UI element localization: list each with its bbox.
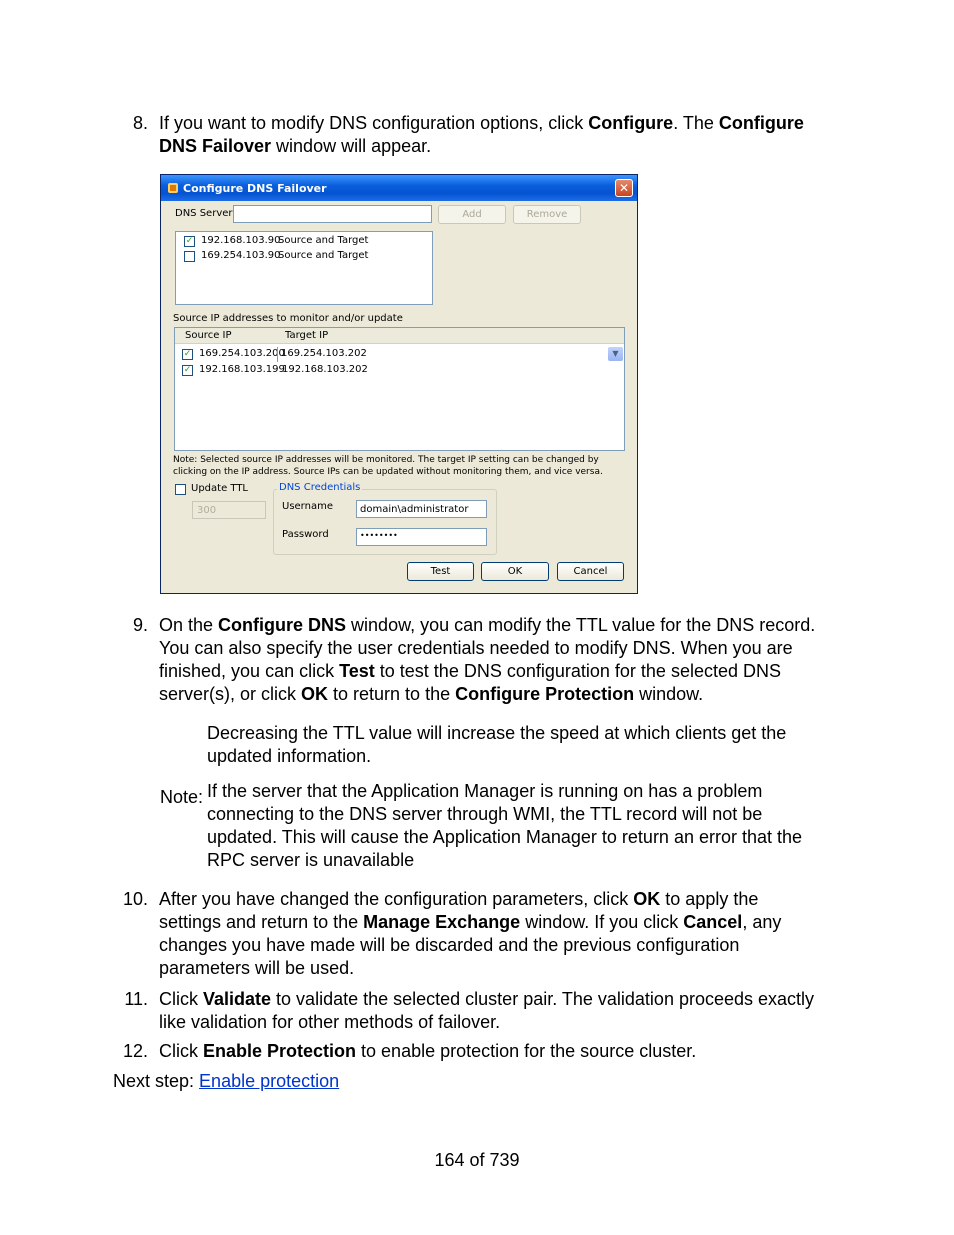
step-number: 12. <box>122 1041 148 1061</box>
dns-ip-1: 192.168.103.90 <box>201 235 281 246</box>
dns-server-list <box>175 231 433 305</box>
update-ttl-checkbox[interactable] <box>175 484 186 495</box>
note-label: Note: <box>160 787 204 807</box>
dns-ip-2: 169.254.103.90 <box>201 250 281 261</box>
step-number: 10. <box>122 889 148 909</box>
dns-server-input[interactable] <box>233 205 432 223</box>
next-step <box>113 1070 339 1093</box>
step-text: After you have changed the configuration parameters, click OK to apply the settings and return to the Manage Exchange window. If you click Cancel, any changes you have made will be discarded and the previous configuration parameters will be used. <box>159 889 782 978</box>
source-ip-caption: Source IP addresses to monitor and/or update <box>173 313 403 324</box>
ttl-input[interactable]: 300 <box>192 501 266 519</box>
target-ip-combo[interactable] <box>277 347 625 362</box>
col-source-ip: Source IP <box>185 330 232 341</box>
password-input[interactable]: •••••••• <box>356 528 487 546</box>
enable-protection-link[interactable]: Enable protection <box>199 1071 340 1091</box>
remove-button[interactable]: Remove <box>513 205 581 224</box>
step-number: 11. <box>124 989 148 1009</box>
step-text: Click Validate to validate the selected cluster pair. The validation proceeds exactly like validation for other methods of failover. <box>159 989 815 1032</box>
row-target-2: 192.168.103.202 <box>282 364 368 375</box>
row-source-1: 169.254.103.200 <box>199 348 285 359</box>
dns-role-1: Source and Target <box>278 235 369 246</box>
dns-credentials-label: DNS Credentials <box>279 482 361 493</box>
cancel-button[interactable]: Cancel <box>557 562 624 581</box>
step-text: Click Enable Protection to enable protection for the source cluster. <box>159 1041 697 1061</box>
dialog-note-line-2: clicking on the IP address. Source IPs can be updated without monitoring them, and vice versa. <box>173 467 603 477</box>
dns-checkbox-2[interactable] <box>184 251 195 262</box>
chevron-down-icon[interactable]: ▼ <box>608 347 623 361</box>
add-button[interactable]: Add <box>438 205 506 224</box>
ok-button[interactable]: OK <box>481 562 549 581</box>
update-ttl-label: Update TTL <box>191 483 249 494</box>
password-label: Password <box>282 529 329 540</box>
row-source-2: 192.168.103.199 <box>199 364 285 375</box>
next-step-label: Next step: <box>113 1071 200 1091</box>
app-icon <box>167 182 179 194</box>
step-number: 9. <box>132 615 148 635</box>
row-target-1: 169.254.103.202 <box>281 348 367 359</box>
dns-role-2: Source and Target <box>278 250 369 261</box>
row-checkbox-2[interactable]: ✓ <box>183 365 192 375</box>
dialog-title-bar <box>161 175 637 201</box>
username-input[interactable]: domain\administrator <box>356 500 487 518</box>
step-number: 8. <box>132 113 148 133</box>
col-target-ip: Target IP <box>285 330 329 341</box>
table-header <box>175 328 624 344</box>
table-row[interactable] <box>175 347 624 362</box>
dns-server-label: DNS Server <box>175 208 233 219</box>
note-paragraph-2: If the server that the Application Manager is running on has a problem connecting to the DNS server through WMI, the TTL record will not be updated. This will cause the Application Manager to return an error that the RPC server is unavailable <box>207 781 803 870</box>
dns-checkbox-1[interactable]: ✓ <box>185 236 194 246</box>
configure-dns-failover-dialog <box>160 174 638 594</box>
step-text: If you want to modify DNS configuration options, click Configure. The Configure DNS Failover window will appear. <box>159 113 804 156</box>
username-label: Username <box>282 501 333 512</box>
table-row[interactable] <box>175 363 624 378</box>
dialog-title: Configure DNS Failover <box>183 182 327 195</box>
dialog-note-line-1: Note: Selected source IP addresses will be monitored. The target IP setting can be changed by <box>173 455 599 465</box>
note-paragraph-1: Decreasing the TTL value will increase the speed at which clients get the updated information. <box>207 723 787 766</box>
row-checkbox-1[interactable]: ✓ <box>183 349 192 359</box>
step-text: On the Configure DNS window, you can modify the TTL value for the DNS record. You can also specify the user credentials needed to modify DNS. When you are finished, you can click Test to test the DNS configuration for the selected DNS server(s), or click OK to return to the Configure Protection window. <box>159 615 816 704</box>
test-button[interactable]: Test <box>407 562 474 581</box>
source-ip-table <box>174 327 625 451</box>
page-number: 164 of 739 <box>434 1150 520 1170</box>
close-icon[interactable]: ✕ <box>615 179 633 197</box>
